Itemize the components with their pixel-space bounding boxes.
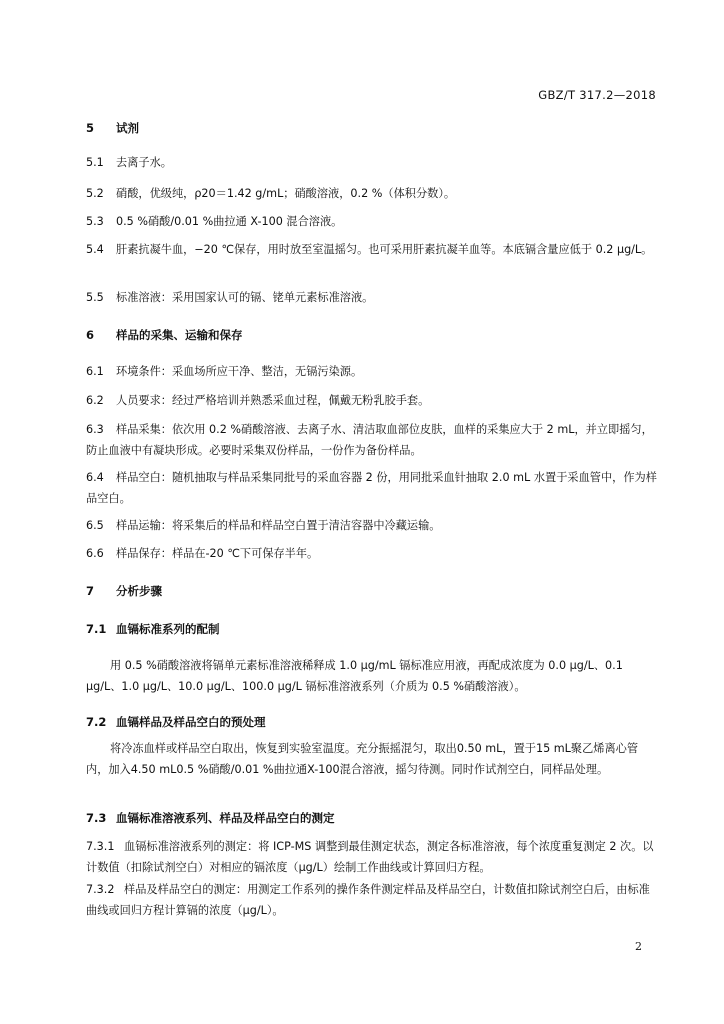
clause-number: 6.4 — [86, 471, 104, 484]
clause-number: 5.3 — [86, 215, 104, 228]
clause-number: 7.3.1 — [86, 840, 115, 853]
clause-text: 样品保存：样品在-20 ℃下可保存半年。 — [116, 547, 319, 560]
clause-5-5 — [86, 287, 658, 308]
section-number: 5 — [86, 121, 95, 135]
section-7-heading — [86, 581, 658, 602]
clause-5-3 — [86, 211, 658, 232]
clause-number: 6.1 — [86, 365, 104, 378]
clause-6-6 — [86, 543, 658, 564]
clause-number: 5.2 — [86, 187, 104, 200]
clause-5-2 — [86, 183, 658, 204]
section-title: 分析步骤 — [116, 584, 162, 598]
section-title: 血镉样品及样品空白的预处理 — [116, 715, 266, 729]
section-number: 7.3 — [86, 811, 107, 825]
paragraph-7-2: 将冷冻血样或样品空白取出，恢复到实验室温度。充分振摇混匀，取出0.50 mL，置于15 mL聚乙烯离心管内，加入4.50 mL0.5 %硝酸/0.01 %曲拉通X-100混合溶液，摇匀待测。同时作试剂空白，同样品处理。 — [86, 742, 639, 776]
section-number: 7.2 — [86, 715, 107, 729]
clause-number: 6.2 — [86, 394, 104, 407]
section-title: 试剂 — [116, 121, 139, 135]
clause-text: 样品空白：随机抽取与样品采集同批号的采血容器 2 份，用同批采血针抽取 2.0 mL 水置于采血管中，作为样品空白。 — [86, 471, 657, 505]
section-title: 样品的采集、运输和保存 — [116, 328, 243, 342]
clause-5-1 — [86, 152, 658, 173]
section-6-heading — [86, 325, 658, 346]
clause-text: 血镉标准溶液系列的测定：将 ICP-MS 调整到最佳测定状态，测定各标准溶液，每个浓度重复测定 2 次。以计数值（扣除试剂空白）对相应的镉浓度（μg/L）绘制工作曲线或计算回归方程。 — [86, 840, 654, 874]
clause-text: 环境条件：采血场所应干净、整洁，无镉污染源。 — [116, 365, 363, 378]
clause-6-2 — [86, 390, 658, 411]
clause-6-1 — [86, 361, 658, 382]
clause-text: 0.5 %硝酸/0.01 %曲拉通 X-100 混合溶液。 — [116, 215, 343, 228]
section-number: 7.1 — [86, 622, 107, 636]
clause-text: 样品运输：将采集后的样品和样品空白置于清洁容器中冷藏运输。 — [116, 519, 441, 532]
clause-6-5 — [86, 515, 658, 536]
clause-number: 5.1 — [86, 156, 104, 169]
subsection-7-1-heading — [86, 619, 658, 640]
clause-text: 样品及样品空白的测定：用测定工作系列的操作条件测定样品及样品空白，计数值扣除试剂空白后，由标准曲线或回归方程计算镉的浓度（μg/L）。 — [86, 883, 650, 917]
clause-number: 6.5 — [86, 519, 104, 532]
clause-text: 肝素抗凝牛血，−20 ℃保存，用时放至室温摇匀。也可采用肝素抗凝羊血等。本底镉含量应低于 0.2 μg/L。 — [116, 243, 653, 256]
section-title: 血镉标准系列的配制 — [116, 622, 220, 636]
clause-6-4 — [86, 467, 658, 509]
clause-text: 去离子水。 — [116, 156, 172, 169]
section-5-heading — [86, 118, 658, 139]
clause-number: 6.6 — [86, 547, 104, 560]
paragraph-7-1: 用 0.5 %硝酸溶液将镉单元素标准溶液稀释成 1.0 μg/mL 镉标准应用液，再配成浓度为 0.0 μg/L、0.1 μg/L、1.0 μg/L、10.0 μg/L、100.0 μg/L 镉标准溶液系列（介质为 0.5 %硝酸溶液）。 — [86, 659, 623, 693]
clause-text: 样品采集：依次用 0.2 %硝酸溶液、去离子水、清洁取血部位皮肤，血样的采集应大于 2 mL，并立即摇匀，防止血液中有凝块形成。必要时采集双份样品，一份作为备份样品。 — [86, 423, 653, 457]
section-title: 血镉标准溶液系列、样品及样品空白的测定 — [116, 811, 335, 825]
clause-number: 6.3 — [86, 423, 104, 436]
clause-number: 5.5 — [86, 291, 104, 304]
clause-text: 标准溶液：采用国家认可的镉、铑单元素标准溶液。 — [116, 291, 374, 304]
subsection-7-2-heading — [86, 712, 658, 733]
clause-text: 人员要求：经过严格培训并熟悉采血过程，佩戴无粉乳胶手套。 — [116, 394, 430, 407]
standard-code: GBZ/T 317.2—2018 — [538, 88, 656, 102]
clause-number: 7.3.2 — [86, 883, 115, 896]
clause-7-3-1 — [86, 836, 658, 878]
section-number: 6 — [86, 328, 95, 342]
clause-6-3 — [86, 419, 658, 461]
clause-number: 5.4 — [86, 243, 104, 256]
page-number: 2 — [635, 940, 642, 953]
clause-5-4 — [86, 239, 658, 260]
section-number: 7 — [86, 584, 95, 598]
clause-7-3-2 — [86, 879, 658, 921]
clause-text: 硝酸，优级纯，ρ20＝1.42 g/mL；硝酸溶液，0.2 %（体积分数）。 — [116, 187, 456, 200]
subsection-7-3-heading — [86, 808, 658, 829]
